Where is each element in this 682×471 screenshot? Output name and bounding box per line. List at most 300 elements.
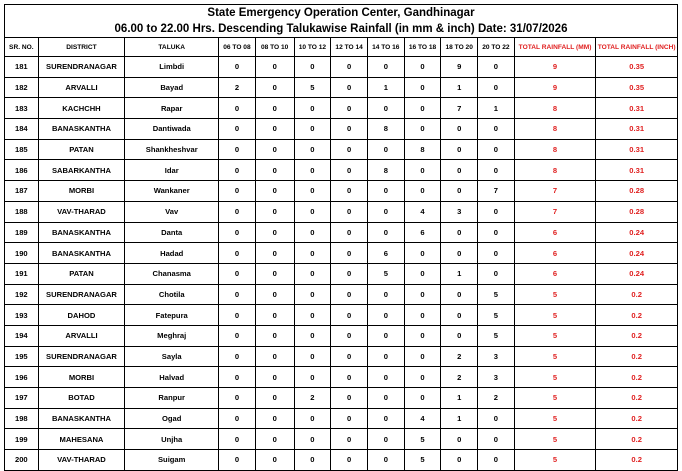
taluka-cell: Shankheshvar <box>125 139 219 160</box>
total-mm-cell: 5 <box>514 450 596 471</box>
total-inch-cell: 0.31 <box>596 119 678 140</box>
total-inch-cell: 0.2 <box>596 325 678 346</box>
cell-20-to-22: 0 <box>478 139 515 160</box>
taluka-cell: Vav <box>125 201 219 222</box>
cell-10-to-12: 2 <box>294 388 331 409</box>
table-row <box>5 263 678 284</box>
total-inch-cell: 0.24 <box>596 222 678 243</box>
cell-20-to-22: 2 <box>478 388 515 409</box>
cell-16-to-18: 0 <box>404 98 441 119</box>
cell-06-to-08: 0 <box>219 119 256 140</box>
cell-16-to-18: 0 <box>404 305 441 326</box>
sr-no-cell: 193 <box>5 305 39 326</box>
table-row <box>5 201 678 222</box>
total-mm-cell: 6 <box>514 243 596 264</box>
cell-08-to-10: 0 <box>255 119 294 140</box>
cell-12-to-14: 0 <box>331 284 368 305</box>
cell-20-to-22: 0 <box>478 408 515 429</box>
cell-14-to-16: 6 <box>367 243 404 264</box>
cell-10-to-12: 0 <box>294 263 331 284</box>
cell-10-to-12: 0 <box>294 243 331 264</box>
total-inch-cell: 0.2 <box>596 429 678 450</box>
cell-12-to-14: 0 <box>331 450 368 471</box>
cell-20-to-22: 0 <box>478 243 515 264</box>
report-sheet <box>4 4 678 471</box>
header-20-to-22: 20 TO 22 <box>478 38 515 57</box>
cell-16-to-18: 0 <box>404 181 441 202</box>
cell-08-to-10: 0 <box>255 284 294 305</box>
cell-08-to-10: 0 <box>255 367 294 388</box>
cell-16-to-18: 5 <box>404 450 441 471</box>
cell-12-to-14: 0 <box>331 429 368 450</box>
taluka-cell: Suigam <box>125 450 219 471</box>
cell-06-to-08: 0 <box>219 243 256 264</box>
cell-16-to-18: 0 <box>404 119 441 140</box>
cell-10-to-12: 0 <box>294 139 331 160</box>
total-mm-cell: 5 <box>514 284 596 305</box>
cell-06-to-08: 0 <box>219 160 256 181</box>
cell-10-to-12: 0 <box>294 98 331 119</box>
cell-20-to-22: 3 <box>478 367 515 388</box>
cell-18-to-20: 0 <box>441 243 478 264</box>
district-cell: ARVALLI <box>38 325 125 346</box>
cell-06-to-08: 0 <box>219 408 256 429</box>
cell-16-to-18: 4 <box>404 408 441 429</box>
total-mm-cell: 5 <box>514 388 596 409</box>
cell-18-to-20: 0 <box>441 222 478 243</box>
taluka-cell: Ranpur <box>125 388 219 409</box>
total-inch-cell: 0.31 <box>596 160 678 181</box>
cell-18-to-20: 0 <box>441 284 478 305</box>
header-10-to-12: 10 TO 12 <box>294 38 331 57</box>
cell-10-to-12: 0 <box>294 119 331 140</box>
sr-no-cell: 195 <box>5 346 39 367</box>
cell-06-to-08: 0 <box>219 450 256 471</box>
cell-12-to-14: 0 <box>331 367 368 388</box>
cell-14-to-16: 0 <box>367 346 404 367</box>
taluka-cell: Halvad <box>125 367 219 388</box>
cell-16-to-18: 8 <box>404 139 441 160</box>
cell-18-to-20: 1 <box>441 77 478 98</box>
sr-no-cell: 200 <box>5 450 39 471</box>
district-cell: VAV-THARAD <box>38 450 125 471</box>
taluka-cell: Danta <box>125 222 219 243</box>
cell-06-to-08: 0 <box>219 325 256 346</box>
district-cell: KACHCHH <box>38 98 125 119</box>
district-cell: SABARKANTHA <box>38 160 125 181</box>
sr-no-cell: 181 <box>5 57 39 78</box>
sr-no-cell: 191 <box>5 263 39 284</box>
sr-no-cell: 190 <box>5 243 39 264</box>
total-mm-cell: 5 <box>514 408 596 429</box>
district-cell: DAHOD <box>38 305 125 326</box>
cell-18-to-20: 0 <box>441 325 478 346</box>
sr-no-cell: 197 <box>5 388 39 409</box>
cell-06-to-08: 0 <box>219 388 256 409</box>
total-mm-cell: 5 <box>514 325 596 346</box>
cell-08-to-10: 0 <box>255 429 294 450</box>
cell-20-to-22: 0 <box>478 201 515 222</box>
total-inch-cell: 0.2 <box>596 388 678 409</box>
cell-16-to-18: 0 <box>404 243 441 264</box>
table-row <box>5 77 678 98</box>
cell-08-to-10: 0 <box>255 263 294 284</box>
cell-14-to-16: 0 <box>367 139 404 160</box>
cell-12-to-14: 0 <box>331 160 368 181</box>
cell-20-to-22: 0 <box>478 77 515 98</box>
total-mm-cell: 8 <box>514 98 596 119</box>
cell-10-to-12: 0 <box>294 160 331 181</box>
cell-16-to-18: 0 <box>404 346 441 367</box>
sr-no-cell: 182 <box>5 77 39 98</box>
cell-12-to-14: 0 <box>331 243 368 264</box>
cell-14-to-16: 0 <box>367 284 404 305</box>
cell-12-to-14: 0 <box>331 408 368 429</box>
cell-14-to-16: 8 <box>367 160 404 181</box>
district-cell: SURENDRANAGAR <box>38 57 125 78</box>
sr-no-cell: 194 <box>5 325 39 346</box>
table-row <box>5 284 678 305</box>
cell-20-to-22: 5 <box>478 325 515 346</box>
cell-12-to-14: 0 <box>331 388 368 409</box>
report-title: State Emergency Operation Center, Gandhinagar <box>207 7 475 19</box>
cell-06-to-08: 0 <box>219 429 256 450</box>
taluka-cell: Bayad <box>125 77 219 98</box>
sr-no-cell: 196 <box>5 367 39 388</box>
district-cell: ARVALLI <box>38 77 125 98</box>
district-cell: MORBI <box>38 367 125 388</box>
cell-16-to-18: 0 <box>404 77 441 98</box>
table-row <box>5 119 678 140</box>
cell-18-to-20: 0 <box>441 305 478 326</box>
cell-06-to-08: 0 <box>219 139 256 160</box>
cell-18-to-20: 9 <box>441 57 478 78</box>
table-row <box>5 160 678 181</box>
header-total-inch: TOTAL RAINFALL (INCH) <box>596 38 678 57</box>
total-mm-cell: 5 <box>514 367 596 388</box>
cell-14-to-16: 0 <box>367 367 404 388</box>
total-inch-cell: 0.2 <box>596 284 678 305</box>
district-cell: SURENDRANAGAR <box>38 346 125 367</box>
cell-20-to-22: 0 <box>478 263 515 284</box>
taluka-cell: Ogad <box>125 408 219 429</box>
cell-10-to-12: 0 <box>294 284 331 305</box>
taluka-cell: Chanasma <box>125 263 219 284</box>
cell-18-to-20: 0 <box>441 181 478 202</box>
cell-08-to-10: 0 <box>255 201 294 222</box>
table-row <box>5 139 678 160</box>
taluka-cell: Idar <box>125 160 219 181</box>
cell-14-to-16: 0 <box>367 201 404 222</box>
cell-10-to-12: 0 <box>294 325 331 346</box>
total-inch-cell: 0.2 <box>596 450 678 471</box>
header-taluka: TALUKA <box>125 38 219 57</box>
cell-12-to-14: 0 <box>331 57 368 78</box>
cell-14-to-16: 0 <box>367 222 404 243</box>
total-inch-cell: 0.31 <box>596 98 678 119</box>
cell-18-to-20: 1 <box>441 263 478 284</box>
cell-14-to-16: 0 <box>367 408 404 429</box>
table-row <box>5 450 678 471</box>
cell-08-to-10: 0 <box>255 57 294 78</box>
cell-14-to-16: 5 <box>367 263 404 284</box>
header-08-to-10: 08 TO 10 <box>255 38 294 57</box>
sr-no-cell: 184 <box>5 119 39 140</box>
cell-10-to-12: 0 <box>294 201 331 222</box>
total-inch-cell: 0.24 <box>596 243 678 264</box>
district-cell: BANASKANTHA <box>38 119 125 140</box>
district-cell: BANASKANTHA <box>38 243 125 264</box>
total-inch-cell: 0.2 <box>596 346 678 367</box>
taluka-cell: Meghraj <box>125 325 219 346</box>
district-cell: VAV-THARAD <box>38 201 125 222</box>
cell-18-to-20: 7 <box>441 98 478 119</box>
cell-18-to-20: 3 <box>441 201 478 222</box>
taluka-cell: Chotila <box>125 284 219 305</box>
cell-12-to-14: 0 <box>331 305 368 326</box>
table-row <box>5 429 678 450</box>
district-cell: SURENDRANAGAR <box>38 284 125 305</box>
cell-18-to-20: 0 <box>441 450 478 471</box>
cell-14-to-16: 8 <box>367 119 404 140</box>
total-mm-cell: 6 <box>514 263 596 284</box>
sr-no-cell: 185 <box>5 139 39 160</box>
cell-10-to-12: 5 <box>294 77 331 98</box>
cell-06-to-08: 0 <box>219 367 256 388</box>
cell-16-to-18: 0 <box>404 325 441 346</box>
cell-06-to-08: 0 <box>219 181 256 202</box>
cell-12-to-14: 0 <box>331 139 368 160</box>
table-row <box>5 98 678 119</box>
table-body <box>5 57 678 471</box>
taluka-cell: Hadad <box>125 243 219 264</box>
total-mm-cell: 8 <box>514 160 596 181</box>
cell-12-to-14: 0 <box>331 201 368 222</box>
report-header <box>4 4 678 37</box>
cell-14-to-16: 0 <box>367 98 404 119</box>
taluka-cell: Unjha <box>125 429 219 450</box>
table-row <box>5 305 678 326</box>
taluka-cell: Limbdi <box>125 57 219 78</box>
total-inch-cell: 0.2 <box>596 367 678 388</box>
cell-12-to-14: 0 <box>331 77 368 98</box>
header-total-mm: TOTAL RAINFALL (MM) <box>514 38 596 57</box>
cell-14-to-16: 0 <box>367 325 404 346</box>
cell-12-to-14: 0 <box>331 325 368 346</box>
total-inch-cell: 0.31 <box>596 139 678 160</box>
cell-06-to-08: 0 <box>219 346 256 367</box>
total-inch-cell: 0.2 <box>596 408 678 429</box>
table-row <box>5 346 678 367</box>
sr-no-cell: 186 <box>5 160 39 181</box>
district-cell: BOTAD <box>38 388 125 409</box>
cell-08-to-10: 0 <box>255 222 294 243</box>
total-mm-cell: 7 <box>514 201 596 222</box>
header-district: DISTRICT <box>38 38 125 57</box>
taluka-cell: Rapar <box>125 98 219 119</box>
cell-18-to-20: 0 <box>441 429 478 450</box>
cell-20-to-22: 0 <box>478 429 515 450</box>
report-subtitle: 06.00 to 22.00 Hrs. Descending Talukawise Rainfall (in mm & inch) Date: 31/07/2026 <box>114 23 568 35</box>
cell-18-to-20: 1 <box>441 408 478 429</box>
cell-10-to-12: 0 <box>294 222 331 243</box>
cell-08-to-10: 0 <box>255 139 294 160</box>
cell-12-to-14: 0 <box>331 263 368 284</box>
cell-20-to-22: 0 <box>478 450 515 471</box>
cell-14-to-16: 0 <box>367 450 404 471</box>
sr-no-cell: 198 <box>5 408 39 429</box>
district-cell: BANASKANTHA <box>38 408 125 429</box>
total-inch-cell: 0.28 <box>596 181 678 202</box>
table-row <box>5 222 678 243</box>
cell-18-to-20: 2 <box>441 346 478 367</box>
sr-no-cell: 188 <box>5 201 39 222</box>
cell-16-to-18: 0 <box>404 263 441 284</box>
district-cell: MORBI <box>38 181 125 202</box>
table-row <box>5 388 678 409</box>
cell-08-to-10: 0 <box>255 408 294 429</box>
cell-10-to-12: 0 <box>294 408 331 429</box>
total-mm-cell: 8 <box>514 119 596 140</box>
cell-08-to-10: 0 <box>255 98 294 119</box>
total-mm-cell: 9 <box>514 57 596 78</box>
total-inch-cell: 0.28 <box>596 201 678 222</box>
sr-no-cell: 187 <box>5 181 39 202</box>
cell-08-to-10: 0 <box>255 450 294 471</box>
header-14-to-16: 14 TO 16 <box>367 38 404 57</box>
taluka-cell: Fatepura <box>125 305 219 326</box>
cell-16-to-18: 0 <box>404 57 441 78</box>
cell-14-to-16: 0 <box>367 305 404 326</box>
cell-20-to-22: 7 <box>478 181 515 202</box>
cell-12-to-14: 0 <box>331 98 368 119</box>
cell-18-to-20: 1 <box>441 388 478 409</box>
cell-20-to-22: 3 <box>478 346 515 367</box>
cell-18-to-20: 2 <box>441 367 478 388</box>
sr-no-cell: 192 <box>5 284 39 305</box>
cell-20-to-22: 0 <box>478 57 515 78</box>
table-row <box>5 243 678 264</box>
cell-12-to-14: 0 <box>331 119 368 140</box>
cell-10-to-12: 0 <box>294 305 331 326</box>
cell-16-to-18: 0 <box>404 160 441 181</box>
sr-no-cell: 183 <box>5 98 39 119</box>
taluka-cell: Sayla <box>125 346 219 367</box>
cell-08-to-10: 0 <box>255 243 294 264</box>
cell-20-to-22: 5 <box>478 305 515 326</box>
header-06-to-08: 06 TO 08 <box>219 38 256 57</box>
cell-12-to-14: 0 <box>331 181 368 202</box>
cell-20-to-22: 0 <box>478 222 515 243</box>
district-cell: BANASKANTHA <box>38 222 125 243</box>
cell-14-to-16: 0 <box>367 388 404 409</box>
cell-06-to-08: 0 <box>219 284 256 305</box>
table-row <box>5 325 678 346</box>
table-row <box>5 181 678 202</box>
total-mm-cell: 5 <box>514 429 596 450</box>
cell-16-to-18: 4 <box>404 201 441 222</box>
taluka-cell: Wankaner <box>125 181 219 202</box>
cell-10-to-12: 0 <box>294 346 331 367</box>
cell-10-to-12: 0 <box>294 367 331 388</box>
cell-20-to-22: 1 <box>478 98 515 119</box>
cell-08-to-10: 0 <box>255 388 294 409</box>
cell-18-to-20: 0 <box>441 119 478 140</box>
total-inch-cell: 0.35 <box>596 77 678 98</box>
table-row <box>5 57 678 78</box>
cell-08-to-10: 0 <box>255 160 294 181</box>
cell-12-to-14: 0 <box>331 346 368 367</box>
rainfall-table <box>4 37 678 471</box>
district-cell: MAHESANA <box>38 429 125 450</box>
cell-12-to-14: 0 <box>331 222 368 243</box>
cell-20-to-22: 5 <box>478 284 515 305</box>
total-mm-cell: 7 <box>514 181 596 202</box>
cell-14-to-16: 0 <box>367 429 404 450</box>
cell-16-to-18: 0 <box>404 367 441 388</box>
cell-14-to-16: 0 <box>367 57 404 78</box>
total-mm-cell: 8 <box>514 139 596 160</box>
cell-16-to-18: 0 <box>404 388 441 409</box>
table-header-row <box>5 38 678 57</box>
total-mm-cell: 5 <box>514 305 596 326</box>
cell-06-to-08: 0 <box>219 263 256 284</box>
cell-14-to-16: 1 <box>367 77 404 98</box>
taluka-cell: Dantiwada <box>125 119 219 140</box>
total-mm-cell: 6 <box>514 222 596 243</box>
total-mm-cell: 5 <box>514 346 596 367</box>
cell-10-to-12: 0 <box>294 450 331 471</box>
table-row <box>5 367 678 388</box>
cell-06-to-08: 0 <box>219 98 256 119</box>
total-inch-cell: 0.24 <box>596 263 678 284</box>
cell-10-to-12: 0 <box>294 57 331 78</box>
cell-08-to-10: 0 <box>255 77 294 98</box>
header-12-to-14: 12 TO 14 <box>331 38 368 57</box>
cell-08-to-10: 0 <box>255 181 294 202</box>
table-row <box>5 408 678 429</box>
district-cell: PATAN <box>38 263 125 284</box>
cell-06-to-08: 0 <box>219 222 256 243</box>
cell-06-to-08: 0 <box>219 201 256 222</box>
total-inch-cell: 0.35 <box>596 57 678 78</box>
cell-16-to-18: 5 <box>404 429 441 450</box>
cell-06-to-08: 0 <box>219 305 256 326</box>
cell-18-to-20: 0 <box>441 160 478 181</box>
district-cell: PATAN <box>38 139 125 160</box>
cell-18-to-20: 0 <box>441 139 478 160</box>
cell-08-to-10: 0 <box>255 305 294 326</box>
cell-20-to-22: 0 <box>478 119 515 140</box>
cell-16-to-18: 6 <box>404 222 441 243</box>
cell-16-to-18: 0 <box>404 284 441 305</box>
sr-no-cell: 189 <box>5 222 39 243</box>
cell-20-to-22: 0 <box>478 160 515 181</box>
total-mm-cell: 9 <box>514 77 596 98</box>
header-18-to-20: 18 TO 20 <box>441 38 478 57</box>
sr-no-cell: 199 <box>5 429 39 450</box>
cell-10-to-12: 0 <box>294 429 331 450</box>
cell-08-to-10: 0 <box>255 346 294 367</box>
cell-14-to-16: 0 <box>367 181 404 202</box>
header-16-to-18: 16 TO 18 <box>404 38 441 57</box>
cell-06-to-08: 2 <box>219 77 256 98</box>
cell-10-to-12: 0 <box>294 181 331 202</box>
total-inch-cell: 0.2 <box>596 305 678 326</box>
cell-06-to-08: 0 <box>219 57 256 78</box>
cell-08-to-10: 0 <box>255 325 294 346</box>
header-sr-no: SR. NO. <box>5 38 39 57</box>
